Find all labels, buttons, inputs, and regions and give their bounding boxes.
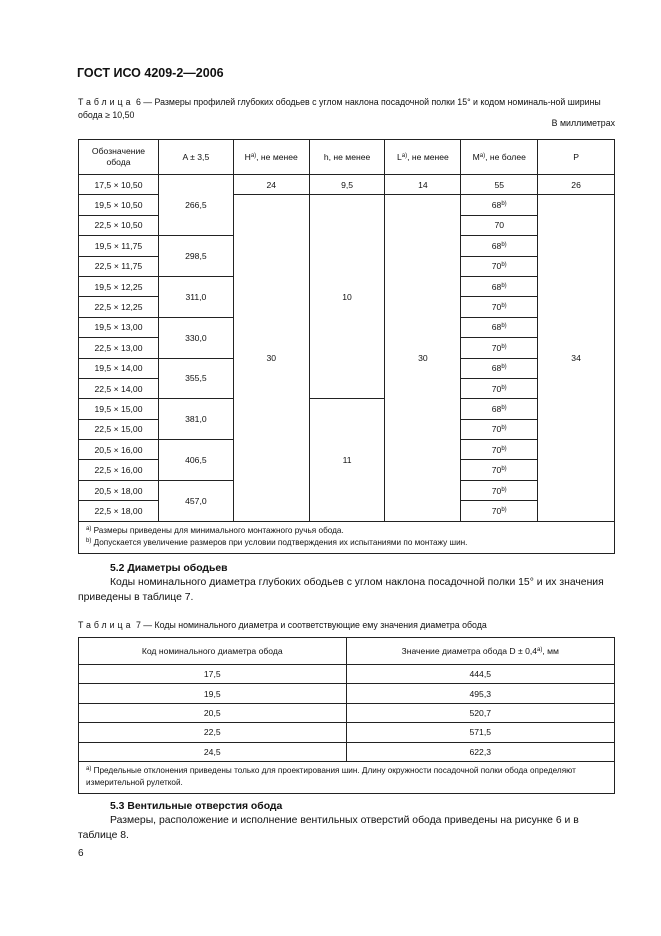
- h-cell: 9,5: [309, 175, 385, 195]
- designation-cell: 19,5 × 15,00: [79, 399, 159, 419]
- H-cell: 24: [233, 175, 309, 195]
- header-H: $H^{а)}$, не менее: [233, 140, 309, 175]
- designation-cell: 19,5 × 13,00: [79, 317, 159, 337]
- table-7: [78, 637, 615, 794]
- code-cell: 24,5: [79, 742, 347, 761]
- page-number: 6: [78, 848, 84, 859]
- H-merged-cell: 30: [233, 195, 309, 521]
- designation-cell: 19,5 × 11,75: [79, 236, 159, 256]
- M-cell: 55: [461, 175, 538, 195]
- designation-cell: 22,5 × 10,50: [79, 215, 159, 235]
- diameter-cell: 571,5: [346, 723, 614, 742]
- A-cell: 406,5: [158, 440, 233, 481]
- diameter-cell: 444,5: [346, 665, 614, 684]
- designation-cell: 17,5 × 10,50: [79, 175, 159, 195]
- L-merged-cell: 30: [385, 195, 461, 521]
- h-merged-cell: 10: [309, 195, 385, 399]
- designation-cell: 22,5 × 18,00: [79, 501, 159, 521]
- header-designation: Обозначение обода: [79, 140, 159, 175]
- A-cell: 311,0: [158, 276, 233, 317]
- header-diameter: Значение диаметра обода $D \pm 0,4^{а)}$, мм: [346, 638, 614, 665]
- M-cell: 70$^{b)}$: [461, 256, 538, 276]
- document-header: ГОСТ ИСО 4209-2—2006: [77, 66, 224, 80]
- P-cell: 26: [538, 175, 615, 195]
- designation-cell: 22,5 × 15,00: [79, 419, 159, 439]
- code-cell: 20,5: [79, 703, 347, 722]
- header-M: $M^{а)}$, не более: [461, 140, 538, 175]
- M-cell: 70$^{b)}$: [461, 480, 538, 500]
- header-A: A ± 3,5: [158, 140, 233, 175]
- header-code: Код номинального диаметра обода: [79, 638, 347, 665]
- diameter-cell: 495,3: [346, 684, 614, 703]
- M-cell: 70$^{b)}$: [461, 419, 538, 439]
- table7-caption: Таблица 7 — Коды номинального диаметра и соответствующие ему значения диаметра обода: [78, 620, 487, 630]
- header-P: P: [538, 140, 615, 175]
- diameter-cell: 520,7: [346, 703, 614, 722]
- P-merged-cell: 34: [538, 195, 615, 521]
- section-5-3-title: 5.3 Вентильные отверстия обода: [110, 801, 283, 812]
- header-L: $L^{a)}$, не менее: [385, 140, 461, 175]
- table-6: [78, 139, 615, 554]
- section-5-3-text: Размеры, расположение и исполнение вентильных отверстий обода приведены на рисунке 6 и в таблице 8.: [78, 815, 579, 841]
- designation-cell: 22,5 × 13,00: [79, 338, 159, 358]
- M-cell: 70$^{b)}$: [461, 460, 538, 480]
- header-h: h, не менее: [309, 140, 385, 175]
- designation-cell: 19,5 × 14,00: [79, 358, 159, 378]
- designation-cell: 20,5 × 16,00: [79, 440, 159, 460]
- M-cell: 70: [461, 215, 538, 235]
- M-cell: 70$^{b)}$: [461, 297, 538, 317]
- M-cell: 70$^{b)}$: [461, 338, 538, 358]
- section-5-2-title: 5.2 Диаметры ободьев: [110, 563, 228, 574]
- designation-cell: 22,5 × 12,25: [79, 297, 159, 317]
- code-cell: 17,5: [79, 665, 347, 684]
- designation-cell: 22,5 × 16,00: [79, 460, 159, 480]
- M-cell: 70$^{b)}$: [461, 378, 538, 398]
- designation-cell: 19,5 × 10,50: [79, 195, 159, 215]
- diameter-cell: 622,3: [346, 742, 614, 761]
- M-cell: 68$^{b)}$: [461, 399, 538, 419]
- table6-caption: Таблица 6 — Размеры профилей глубоких ободьев с углом наклона посадочной полки 15° и кодом номиналь-ной ширины обода ≥ 10,50: [78, 97, 601, 120]
- A-cell: 355,5: [158, 358, 233, 399]
- section-5-2-text: Коды номинального диаметра глубоких ободьев с углом наклона посадочной полки 15° и их значения приведены в таблице 7.: [78, 577, 604, 603]
- A-cell: 266,5: [158, 175, 233, 236]
- M-cell: 68$^{b)}$: [461, 236, 538, 256]
- table6-notes: $^{а)}$ Размеры приведены для минимального монтажного ручья обода. $^{b)}$ Допускается увеличение размеров при условии подтверждения их испытаниями по монтажу шин.: [79, 521, 615, 553]
- designation-cell: 22,5 × 14,00: [79, 378, 159, 398]
- h-merged-cell: 11: [309, 399, 385, 521]
- M-cell: 68$^{b)}$: [461, 276, 538, 296]
- M-cell: 68$^{b)}$: [461, 317, 538, 337]
- A-cell: 330,0: [158, 317, 233, 358]
- M-cell: 70$^{b)}$: [461, 440, 538, 460]
- code-cell: 19,5: [79, 684, 347, 703]
- A-cell: 298,5: [158, 236, 233, 277]
- A-cell: 381,0: [158, 399, 233, 440]
- designation-cell: 22,5 × 11,75: [79, 256, 159, 276]
- table6-units: В миллиметрах: [551, 118, 615, 128]
- L-cell: 14: [385, 175, 461, 195]
- A-cell: 457,0: [158, 480, 233, 521]
- M-cell: 70$^{b)}$: [461, 501, 538, 521]
- designation-cell: 19,5 × 12,25: [79, 276, 159, 296]
- M-cell: 68$^{b)}$: [461, 358, 538, 378]
- table7-note: $^{а)}$ Предельные отклонения приведены только для проектирования шин. Длину окружности посадочной полки обода определяют измерительной рулеткой.: [79, 761, 615, 793]
- code-cell: 22,5: [79, 723, 347, 742]
- designation-cell: 20,5 × 18,00: [79, 480, 159, 500]
- M-cell: 68$^{b)}$: [461, 195, 538, 215]
